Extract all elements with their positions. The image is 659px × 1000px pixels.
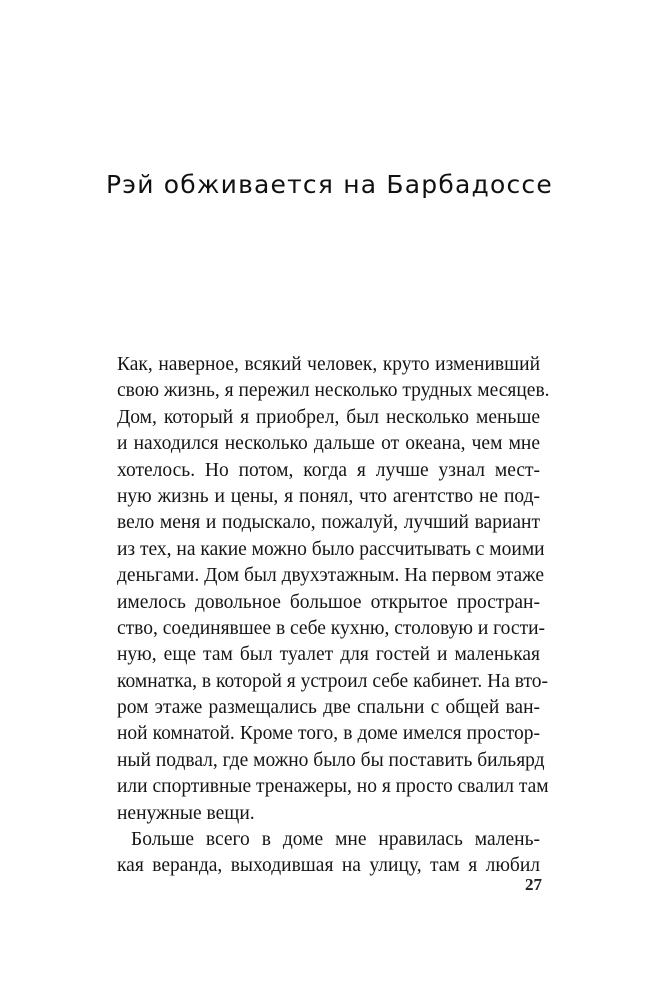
- text-line: из тех, на какие можно было рассчитывать с моими: [117, 538, 545, 560]
- text-line: Дом, который я приобрел, был несколько меньше: [117, 406, 540, 428]
- text-line: Больше всего в доме мне нравилась малень-: [131, 829, 540, 851]
- text-line: и находился несколько дальше от океана, чем мне: [117, 433, 540, 455]
- text-line: хотелось. Но потом, когда я лучше узнал мест-: [117, 459, 540, 481]
- text-line: вело меня и подыскало, пожалуй, лучший вариант: [117, 512, 540, 534]
- text-line: имелось довольное большое открытое простран-: [117, 591, 540, 613]
- text-line: свою жизнь, я пережил несколько трудных месяцев.: [117, 380, 550, 402]
- text-line: ный подвал, где можно было бы поставить бильярд: [117, 749, 545, 771]
- text-line: ство, соединявшее в себе кухню, столовую и гости-: [117, 617, 546, 639]
- text-line: или спортивные тренажеры, но я просто свалил там: [117, 776, 549, 798]
- chapter-title: Рэй обживается на Барбадоссе: [106, 170, 553, 199]
- page-number: 27: [525, 875, 542, 894]
- text-line: кая веранда, выходившая на улицу, там я любил: [117, 855, 540, 877]
- text-line: ную жизнь и цены, я понял, что агентство не под-: [117, 485, 540, 507]
- text-line: ненужные вещи.: [117, 802, 255, 824]
- text-line: ной комнатой. Кроме того, в доме имелся простор-: [117, 723, 540, 745]
- body-text: [117, 352, 550, 880]
- text-line: комнатка, в которой я устроил себе кабинет. На вто-: [117, 670, 548, 692]
- text-line: деньгами. Дом был двухэтажным. На первом этаже: [117, 565, 544, 587]
- text-line: Как, наверное, всякий человек, круто изменивший: [117, 354, 540, 375]
- text-line: ром этаже размещались две спальни с общей ван-: [117, 697, 540, 719]
- text-line: ную, еще там был туалет для гостей и маленькая: [117, 644, 540, 666]
